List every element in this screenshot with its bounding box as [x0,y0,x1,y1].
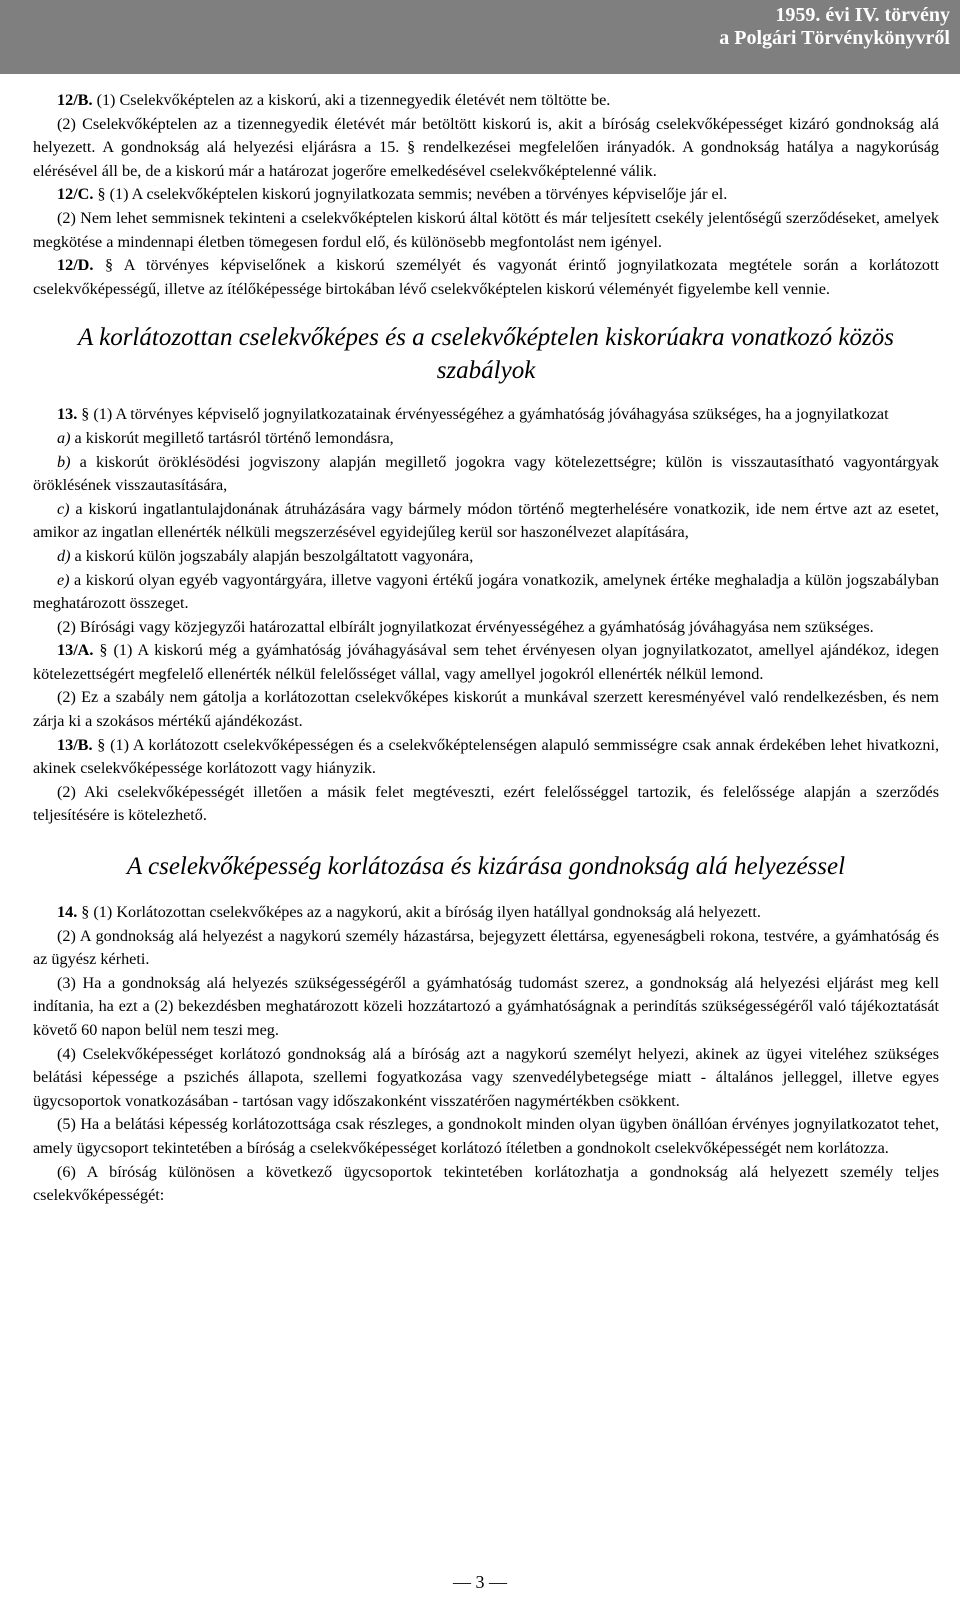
paragraph-text: § (1) Korlátozottan cselekvőképes az a nagykorú, akit a bíróság ilyen hatállyal gondnokság alá helyezett. [77,903,761,922]
section-13a-p2: (2) Ez a szabály nem gátolja a korlátozottan cselekvőképes kiskorút a munkával szerzett keresményével való rendelkezésben, és nem zárja ki a szokásos mértékű ajándékozást. [33,688,939,731]
list-item-d [33,545,939,569]
section-13a-p1 [33,639,939,686]
section-13-p2: (2) Bírósági vagy közjegyzői határozattal elbírált jognyilatkozat érvényességéhez a gyámhatóság jóváhagyása nem szükséges. [57,617,874,636]
list-item-b [33,451,939,498]
paragraph-text: (1) Cselekvőképtelen az a kiskorú, aki a tizennegyedik életévét nem töltötte be. [92,91,611,109]
section-number: 13. [57,405,78,424]
list-letter: d) [57,546,71,565]
section-12b-p1 [33,89,939,113]
list-item-c [33,498,939,545]
paragraph-text: § (1) A korlátozott cselekvőképességen és a cselekvőképtelenségen alapuló semmisségre csak annak érdekében lehet hivatkozni, akinek cselekvőképessége korlátozott vagy hiányzik. [33,735,939,778]
section-heading-common-rules: A korlátozottan cselekvőképes és a cselekvőképtelen kiskorúakra vonatkozó közös szabályok [78,324,894,385]
list-item-a [33,427,939,451]
list-text: a kiskorút öröklésödési jogviszony alapján megillető jogokra vagy kötelezettségre; külön is visszautasítható vagyontárgyak öröklésének visszautasítására, [33,452,939,495]
list-letter: a) [57,428,71,447]
list-letter: e) [57,570,70,589]
section-12b-p2: (2) Cselekvőképtelen az a tizennegyedik életévét már betöltött kiskorú is, akit a bíróság cselekvőképességet kizáró gondnokság alá helyezett. A gondnokság alá helyezési eljárásra a 15. § rendelkezései megfelelően irányadók. A gondnokság hatálya a nagykorúság elérésével áll be, de a kiskorú már a határozat jogerőre emelkedésével cselekvőképtelenné válik. [33,114,939,180]
list-item-e [33,569,939,616]
list-text: a kiskorú ingatlantulajdonának átruházására vagy bármely módon történő megterhelésére vonatkozik, ide nem értve azt az esetet, amikor az ingatlan ellenérték nélküli megszerzésével egyidejűleg kerül sor haszonélvezet alapítására, [33,499,939,542]
section-number: 12/C. [57,185,94,204]
section-12d-p1 [33,254,939,301]
document-body [33,89,939,1208]
list-letter: b) [57,452,71,471]
section-heading-guardianship: A cselekvőképesség korlátozása és kizárása gondnokság alá helyezéssel [126,853,846,881]
section-number: 14. [57,903,78,922]
section-14-p2: (2) A gondnokság alá helyezést a nagykorú személy házastársa, bejegyzett élettársa, egyeneságbeli rokona, testvére, a gyámhatóság és az ügyész kérheti. [33,926,939,969]
section-14-p5: (5) Ha a belátási képesség korlátozottsága csak részleges, a gondnokolt minden olyan ügyben önállóan érvényes jognyilatkozatot tehet, amely ügycsoport tekintetében a bíróság a cselekvőképességet korlátozó ítéletben a gondnokolt cselekvőképességét nem korlátozza. [33,1115,939,1157]
document-header [0,0,960,74]
section-number: 12/B. [57,91,93,109]
section-14-p6: (6) A bíróság különösen a következő ügycsoportok tekintetében korlátozhatja a gondnokság alá helyezett személy teljes cselekvőképességét: [33,1162,939,1205]
list-text: a kiskorú külön jogszabály alapján beszolgáltatott vagyonára, [70,546,474,565]
header-subtitle: a Polgári Törvénykönyvről [719,27,950,49]
page-number: — 3 — [453,1572,507,1592]
section-14-p1 [33,901,939,925]
section-14-p4: (4) Cselekvőképességet korlátozó gondnokság alá a bíróság azt a nagykorú személyt helyezi, akinek az ügyei viteléhez szükséges belátási képessége a pszichés állapota, szellemi fogyatkozása vagy szenvedélybetegsége miatt - általános jelleggel, illetve egyes ügycsoportok vonatkozásában - tartósan vagy időszakonként visszatérően nagymértékben csökkent. [33,1044,939,1110]
section-13b-p1 [33,734,939,781]
section-number: 13/B. [57,735,93,754]
list-text: a kiskorú olyan egyéb vagyontárgyára, illetve vagyoni értékű jogára vonatkozik, amelynek értéke meghaladja a külön jogszabályban meghatározott összeget. [33,570,939,613]
paragraph-text: § (1) A kiskorú még a gyámhatóság jóváhagyásával sem tehet érvényesen olyan jognyilatkozatot, amellyel ajándékoz, idegen kötelezettségért megfelelő ellenérték nélkül felelősséget vállal, vagy amellyel jogokról ellenérték nélkül lemond. [33,641,939,683]
paragraph-text: § (1) A cselekvőképtelen kiskorú jognyilatkozata semmis; nevében a törvényes képviselője jár el. [93,185,728,204]
list-letter: c) [57,499,70,518]
section-12c-p2: (2) Nem lehet semmisnek tekinteni a cselekvőképtelen kiskorú által kötött és már teljesített csekély jelentőségű szerződéseket, amelyek megkötése a mindennapi életben tömegesen fordul elő, és különösebb megfontolást nem igényel. [33,208,939,251]
section-13-p1 [33,403,939,427]
section-13b-p2: (2) Aki cselekvőképességét illetően a másik felet megtéveszti, ezért felelősséggel tartozik, és felelőssége alapján a szerződés teljesítésére is kötelezhető. [33,782,939,825]
section-12c-p1 [33,183,939,207]
section-number: 13/A. [57,641,94,660]
section-number: 12/D. [57,256,94,275]
section-14-p3: (3) Ha a gondnokság alá helyezés szükségességéről a gyámhatóság tudomást szerez, a gondnokság alá helyezési eljárást meg kell indítania, ha ezt a (2) bekezdésben meghatározott közeli hozzátartozó a gyámhatóságnak a perindítás szükségességéről való tájékoztatását követő 60 napon belül nem teszi meg. [33,973,939,1039]
paragraph-text: § A törvényes képviselőnek a kiskorú személyét és vagyonát érintő jognyilatkozata megtétele során a korlátozott cselekvőképességű, illetve az ítélőképessége birtokában lévő cselekvőképtelen kiskorú véleményét figyelembe kell vennie. [33,256,939,298]
header-title: 1959. évi IV. törvény [775,4,950,26]
paragraph-text: § (1) A törvényes képviselő jognyilatkozatainak érvényességéhez a gyámhatóság jóváhagyása szükséges, ha a jognyilatkozat [77,405,889,424]
list-text: a kiskorút megillető tartásról történő lemondásra, [70,428,394,447]
